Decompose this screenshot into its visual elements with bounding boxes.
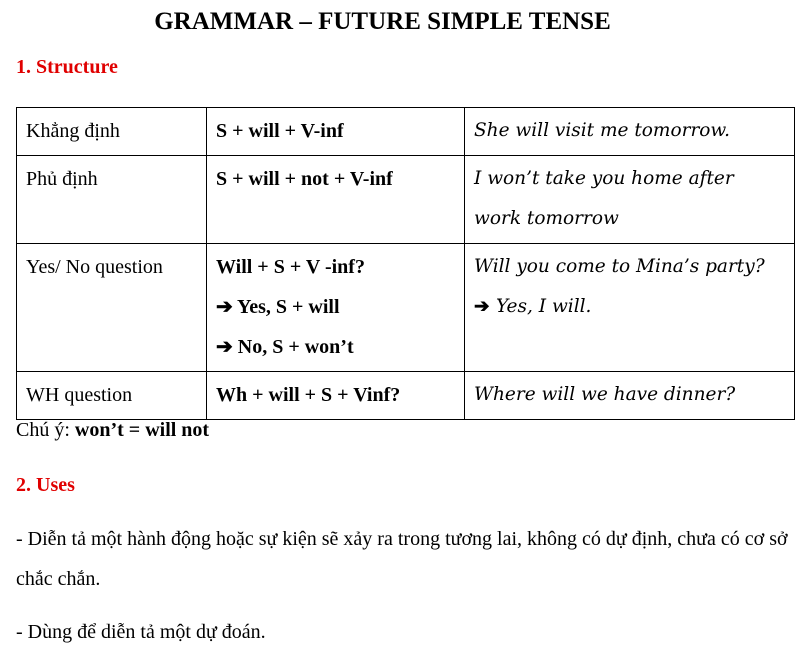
row-example: She will visit me tomorrow. <box>465 108 795 156</box>
section-heading-structure: 1. Structure <box>16 56 118 78</box>
table-row <box>17 244 795 372</box>
note-label: Chú ý: <box>16 419 75 441</box>
right-arrow-icon: ➔ <box>216 296 238 318</box>
row-formula: Wh + will + S + Vinf? <box>207 372 465 420</box>
note <box>16 419 209 442</box>
section-heading-uses: 2. Uses <box>16 474 75 496</box>
table-row <box>17 156 795 244</box>
row-type: Khẳng định <box>17 108 207 156</box>
right-arrow-icon: ➔ <box>216 336 238 358</box>
row-type: WH question <box>17 372 207 420</box>
row-formula: S + will + V-inf <box>207 108 465 156</box>
row-formula: Will + S + V -inf? ➔ Yes, S + will ➔ No, S + won’t <box>207 244 465 372</box>
page-title: GRAMMAR – FUTURE SIMPLE TENSE <box>154 8 611 35</box>
note-text: won’t = will not <box>74 419 210 441</box>
table-row <box>17 108 795 156</box>
row-type: Yes/ No question <box>17 244 207 372</box>
uses-item: - Dùng để diễn tả một dự đoán. <box>16 621 266 643</box>
row-example: Will you come to Mina’s party? ➔ Yes, I will. <box>465 244 795 372</box>
row-example: Where will we have dinner? <box>465 372 795 420</box>
row-formula: S + will + not + V-inf <box>207 156 465 244</box>
row-type: Phủ định <box>17 156 207 244</box>
structure-table <box>16 107 795 420</box>
right-arrow-icon: ➔ <box>474 296 496 317</box>
table-row <box>17 372 795 420</box>
row-example: I won’t take you home after work tomorrow <box>465 156 795 244</box>
uses-item: - Diễn tả một hành động hoặc sự kiện sẽ xảy ra trong tương lai, không có dự định, chưa có cơ sở chắc chắn. <box>16 528 788 590</box>
